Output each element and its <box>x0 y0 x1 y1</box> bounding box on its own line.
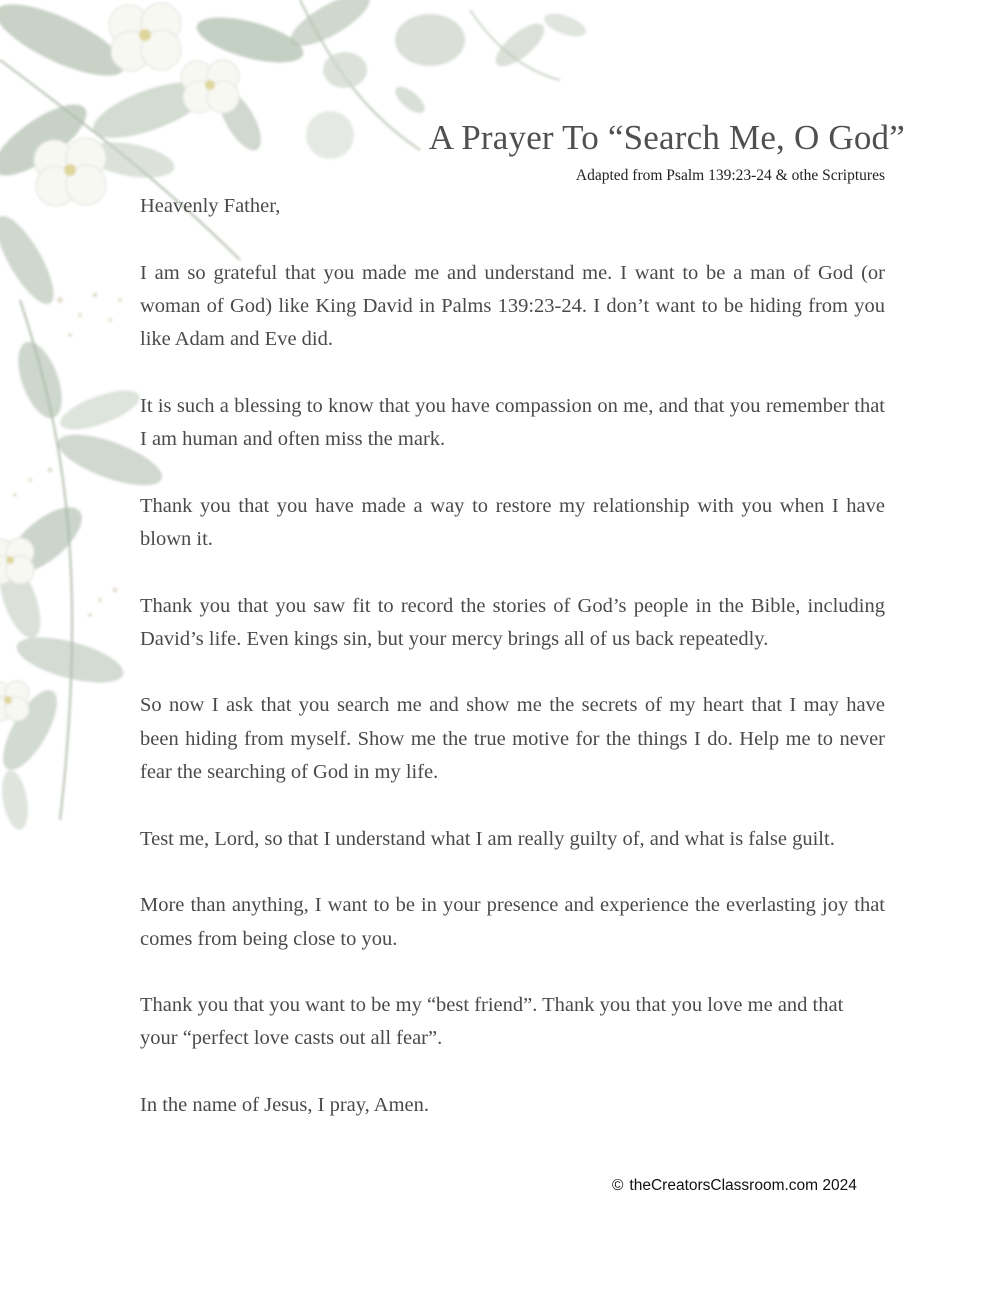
copyright-footer <box>612 1177 857 1195</box>
paragraph: Test me, Lord, so that I understand what I am really guilty of, and what is false guilt. <box>140 827 835 850</box>
greeting: Heavenly Father, <box>140 195 281 217</box>
paragraph: Thank you that you have made a way to restore my relationship with you when I have blown it. <box>140 494 885 550</box>
document-title: A Prayer To “Search Me, O God” <box>428 118 905 157</box>
paragraph: More than anything, I want to be in your presence and experience the everlasting joy that comes from being close to you. <box>140 894 885 950</box>
copyright-text: theCreatorsClassroom.com 2024 <box>629 1177 857 1194</box>
prayer-body <box>140 190 885 1156</box>
paragraph: Thank you that you saw fit to record the stories of God’s people in the Bible, including David’s life. Even kings sin, but your mercy brings all of us back repeatedly. <box>140 594 885 650</box>
closing: In the name of Jesus, I pray, Amen. <box>140 1094 430 1117</box>
paragraph: So now I ask that you search me and show me the secrets of my heart that I may have been hiding from myself. Show me the true motive for the things I do. Help me to never fear the searching of God in my life. <box>140 694 885 784</box>
paragraph: Thank you that you want to be my “best friend”. Thank you that you love me and that your “perfect love casts out all fear”. <box>140 994 844 1050</box>
document-subtitle: Adapted from Psalm 139:23-24 & othe Scriptures <box>575 167 885 184</box>
paragraph: I am so grateful that you made me and understand me. I want to be a man of God (or woman of God) like King David in Palms 139:23-24. I don’t want to be hiding from you like Adam and Eve did. <box>140 261 885 351</box>
paragraph: It is such a blessing to know that you have compassion on me, and that you remember that I am human and often miss the mark. <box>140 394 885 451</box>
copyright-icon: © <box>612 1177 624 1194</box>
